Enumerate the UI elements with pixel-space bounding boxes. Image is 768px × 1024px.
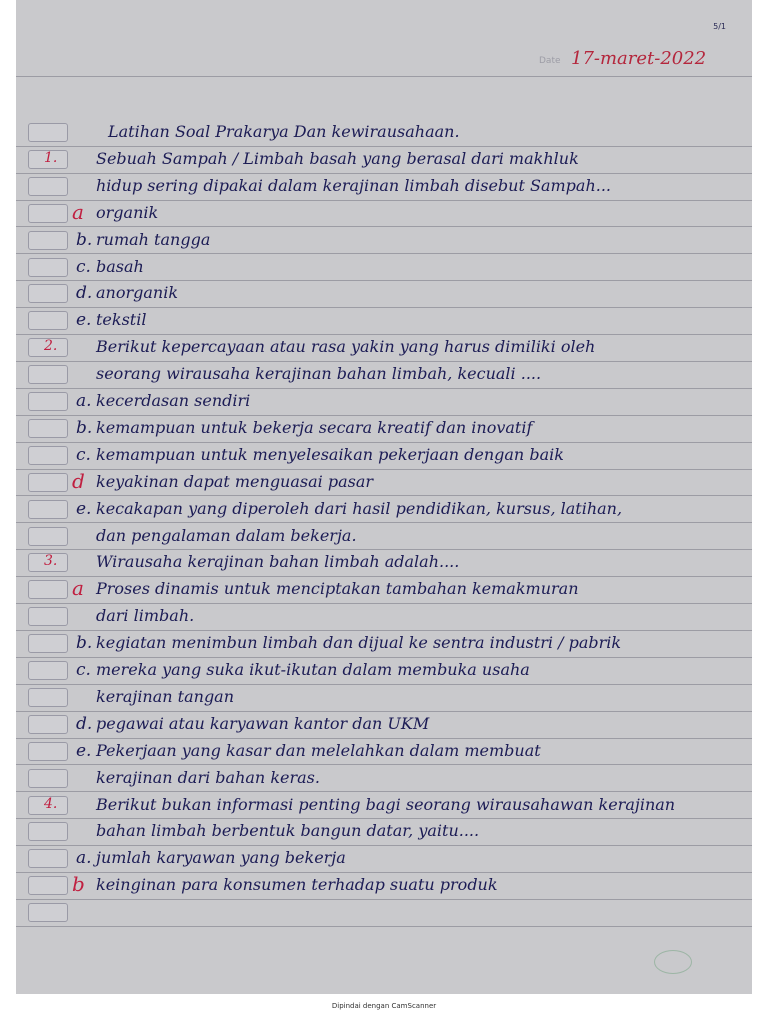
line-row <box>16 227 752 255</box>
line-row <box>16 872 752 900</box>
margin-box <box>28 123 68 142</box>
line-text: organik <box>96 202 159 222</box>
line-row <box>16 254 752 282</box>
line-text: dari limbah. <box>96 606 195 626</box>
option-letter: b. <box>76 417 93 438</box>
scan-footer: Dipindai dengan CamScanner <box>331 1002 437 1010</box>
question-number: 4. <box>44 795 58 812</box>
option-letter: b. <box>76 633 93 654</box>
date-rule <box>16 76 752 77</box>
margin-box <box>28 311 68 330</box>
line-row <box>16 792 752 820</box>
option-letter: e. <box>76 740 92 761</box>
margin-box <box>28 822 68 841</box>
line-row <box>16 173 752 201</box>
margin-box <box>28 258 68 277</box>
camscanner-stamp-icon <box>654 950 692 974</box>
line-text: kegiatan menimbun limbah dan dijual ke sentra industri / pabrik <box>96 633 622 653</box>
line-text: mereka yang suka ikut-ikutan dalam membuka usaha <box>96 660 530 679</box>
line-text: kecakapan yang diperoleh dari hasil pendidikan, kursus, latihan, <box>96 498 623 518</box>
line-text: tekstil <box>96 310 147 330</box>
margin-box <box>28 634 68 653</box>
line-text: kerajinan dari bahan keras. <box>96 767 320 787</box>
question-text: Wirausaha kerajinan bahan limbah adalah.... <box>96 552 460 572</box>
line-row <box>16 818 752 846</box>
question-text: Sebuah Sampah / Limbah basah yang berasal dari makhluk <box>96 148 579 168</box>
option-letter: e. <box>76 310 92 331</box>
answer-marked-option: d <box>72 468 85 493</box>
margin-box <box>28 204 68 223</box>
line-text: kerajinan tangan <box>96 686 235 706</box>
line-text: keinginan para konsumen terhadap suatu produk <box>96 875 498 895</box>
option-letter: e. <box>76 498 92 519</box>
line-row <box>16 576 752 604</box>
answer-marked-option: a <box>72 199 84 224</box>
empty-row <box>16 899 752 927</box>
option-letter: b. <box>76 229 93 250</box>
line-row <box>16 280 752 308</box>
answer-marked-option: b <box>72 872 85 897</box>
top-mark: 5/1 <box>713 22 726 31</box>
line-text: bahan limbah berbentuk bangun datar, yaitu.... <box>96 821 480 841</box>
line-row <box>16 361 752 389</box>
margin-box <box>28 177 68 196</box>
line-row <box>16 146 752 174</box>
line-row <box>16 388 752 416</box>
line-row <box>16 469 752 497</box>
line-row <box>16 738 752 766</box>
line-row <box>16 765 752 793</box>
date-value: 17-maret-2022 <box>571 48 707 69</box>
margin-box <box>28 473 68 492</box>
option-letter: d. <box>76 283 93 304</box>
line-text: keyakinan dapat menguasai pasar <box>96 471 374 491</box>
margin-box <box>28 876 68 895</box>
margin-box <box>28 849 68 868</box>
margin-box <box>28 392 68 411</box>
margin-box <box>28 769 68 788</box>
line-row <box>16 603 752 631</box>
question-number: 2. <box>44 338 58 355</box>
margin-box <box>28 365 68 384</box>
date-label: Date <box>539 56 561 66</box>
option-letter: c. <box>76 444 91 465</box>
line-row <box>16 523 752 551</box>
margin-box <box>28 527 68 546</box>
line-row <box>16 415 752 443</box>
margin-box <box>28 742 68 761</box>
question-number: 1. <box>44 149 58 166</box>
line-row <box>16 307 752 335</box>
line-text: rumah tangga <box>96 229 211 249</box>
margin-box <box>28 715 68 734</box>
option-letter: c. <box>76 256 91 277</box>
answer-marked-option: a <box>72 576 84 601</box>
line-text: seorang wirausaha kerajinan bahan limbah, kecuali .... <box>96 364 542 384</box>
line-text: kecerdasan sendiri <box>96 391 251 410</box>
line-row <box>16 657 752 685</box>
line-text: kemampuan untuk menyelesaikan pekerjaan dengan baik <box>96 444 564 464</box>
line-text: basah <box>96 256 144 276</box>
line-row <box>16 442 752 470</box>
margin-box <box>28 688 68 707</box>
line-row <box>16 630 752 658</box>
line-text: jumlah karyawan yang bekerja <box>96 848 346 868</box>
notebook-page <box>16 0 752 994</box>
line-text: hidup sering dipakai dalam kerajinan limbah disebut Sampah... <box>96 175 612 195</box>
line-text: anorganik <box>96 283 179 303</box>
option-letter: a. <box>76 391 92 411</box>
title-row <box>16 119 752 147</box>
question-text: Berikut kepercayaan atau rasa yakin yang harus dimiliki oleh <box>96 337 596 357</box>
margin-box <box>28 284 68 303</box>
option-letter: a. <box>76 848 92 869</box>
line-row <box>16 845 752 873</box>
page-title: Latihan Soal Prakarya Dan kewirausahaan. <box>108 122 460 141</box>
margin-box <box>28 500 68 519</box>
margin-box <box>28 231 68 250</box>
margin-box <box>28 607 68 626</box>
line-text: Pekerjaan yang kasar dan melelahkan dalam membuat <box>96 740 541 760</box>
margin-box <box>28 903 68 922</box>
margin-box <box>28 580 68 599</box>
line-text: dan pengalaman dalam bekerja. <box>96 525 357 545</box>
line-row <box>16 334 752 362</box>
question-number: 3. <box>44 553 58 570</box>
line-text: pegawai atau karyawan kantor dan UKM <box>96 713 430 733</box>
line-row <box>16 549 752 577</box>
margin-box <box>28 419 68 438</box>
line-row <box>16 496 752 524</box>
line-row <box>16 200 752 228</box>
margin-box <box>28 446 68 465</box>
line-text: kemampuan untuk bekerja secara kreatif dan inovatif <box>96 417 533 437</box>
line-text: Proses dinamis untuk menciptakan tambahan kemakmuran <box>96 579 579 599</box>
line-row <box>16 711 752 739</box>
margin-box <box>28 661 68 680</box>
option-letter: c. <box>76 660 91 680</box>
question-text: Berikut bukan informasi penting bagi seorang wirausahawan kerajinan <box>96 794 676 814</box>
line-row <box>16 684 752 712</box>
option-letter: d. <box>76 713 93 734</box>
